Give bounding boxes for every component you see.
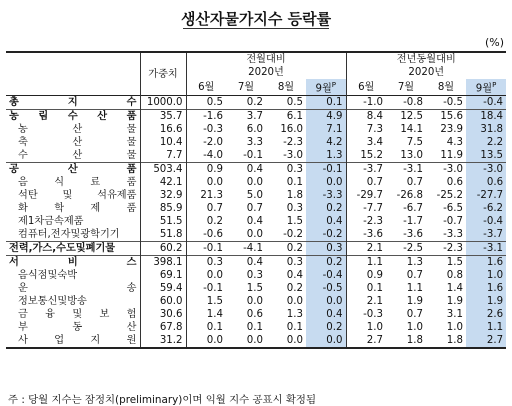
table-row [6,269,506,282]
mom-value-cell: 4.9 [306,110,346,124]
table-row [6,228,506,242]
weight-cell: 503.4 [140,163,186,177]
row-name: 전력,가스,수도및폐기물 [6,242,140,256]
yoy-value-cell: -3.6 [346,228,386,242]
weight-cell: 69.1 [140,269,186,282]
table-row [6,149,506,163]
mom-value-cell: 0.1 [246,322,263,334]
mom-value-cell: -3.3 [306,189,346,202]
mom-value-cell: 0.3 [246,270,263,282]
mom-value-cell: 0.0 [306,176,346,189]
header-mom: 전월대비 [186,52,346,66]
yoy-value-cell: 13.5 [466,149,506,163]
mom-value-cell: 0.9 [186,163,226,177]
yoy-value-cell: 8.4 [346,110,386,124]
mom-value-cell: 0.3 [306,242,346,256]
mom-value-cell: 0.0 [266,334,306,348]
mom-value-cell: -0.2 [283,229,303,241]
mom-value-cell: -0.1 [186,282,226,295]
weight-cell: 1000.0 [140,96,186,110]
yoy-value-cell: -6.7 [403,203,423,215]
yoy-value-cell: 0.7 [346,176,386,189]
yoy-value-cell: 1.0 [446,322,463,334]
yoy-value-cell: 7.5 [406,137,423,149]
mom-value-cell: 0.2 [306,321,346,334]
yoy-value-cell: 1.0 [466,269,506,282]
table-row [6,321,506,334]
yoy-value-cell: -1.7 [403,216,423,228]
table-row [6,136,506,149]
mom-value-cell: -0.1 [306,163,346,177]
row-name: 농 림 수 산 품 [6,110,140,124]
row-name: 총 지 수 [9,97,137,109]
yoy-value-cell: 1.1 [406,283,423,295]
table-row [6,295,506,308]
yoy-value-cell: -27.7 [466,189,506,202]
row-name: 운 송 [18,283,137,295]
row-name: 금 융 및 보 험 [18,309,137,321]
mom-value-cell: 0.0 [186,334,226,348]
yoy-value-cell: -3.1 [466,242,506,256]
yoy-month-header: 6월 [346,79,386,96]
mom-value-cell: 0.1 [286,322,303,334]
weight-cell: 51.5 [140,215,186,228]
yoy-value-cell: -3.7 [346,163,386,177]
mom-value-cell: 7.1 [306,123,346,136]
mom-value-cell: 1.3 [306,149,346,163]
mom-month-header: 6월 [186,79,226,96]
mom-value-cell: -2.3 [283,137,303,149]
yoy-value-cell: 1.0 [406,322,423,334]
yoy-value-cell: 18.4 [466,110,506,124]
yoy-value-cell: 1.5 [426,256,466,270]
mom-value-cell: 0.0 [306,334,346,348]
weight-cell: 85.9 [140,202,186,215]
row-name: 정보통신및방송 [18,296,87,308]
yoy-value-cell: -2.3 [426,242,466,256]
mom-value-cell: 4.2 [306,136,346,149]
mom-value-cell: 0.0 [186,176,226,189]
yoy-value-cell: -3.0 [426,163,466,177]
yoy-value-cell: -3.1 [386,163,426,177]
header-weight: 가중치 [140,52,186,96]
mom-value-cell: -2.0 [186,136,226,149]
mom-value-cell: 0.4 [226,256,266,270]
table-row [6,189,506,202]
yoy-value-cell: 3.1 [446,309,463,321]
index-table [6,51,506,349]
weight-cell: 60.2 [140,242,186,256]
yoy-value-cell: 1.6 [466,282,506,295]
yoy-value-cell: -1.0 [346,96,386,110]
weight-cell: 35.7 [140,110,186,124]
weight-cell: 67.8 [140,321,186,334]
yoy-value-cell: 1.9 [466,295,506,308]
yoy-value-cell: -3.7 [466,228,506,242]
mom-value-cell: 0.1 [306,96,346,110]
yoy-value-cell: 4.3 [446,137,463,149]
mom-value-cell: 0.2 [186,215,226,228]
yoy-value-cell: -6.5 [443,203,463,215]
row-name: 공 산 품 [6,163,140,177]
mom-value-cell: 0.4 [226,163,266,177]
yoy-value-cell: 0.9 [346,269,386,282]
yoy-month-header: 8월 [437,81,455,93]
yoy-month-header: 7월 [397,81,415,93]
mom-value-cell: 0.3 [186,256,226,270]
table-row [6,96,506,110]
table-row [6,110,506,124]
mom-value-cell: 3.7 [226,110,266,124]
yoy-value-cell: -29.7 [346,189,386,202]
yoy-value-cell: 15.2 [346,149,386,163]
row-name: 음식점및숙박 [18,270,78,282]
yoy-value-cell: -0.7 [443,216,463,228]
weight-cell: 60.0 [140,295,186,308]
mom-value-cell: 0.5 [186,96,226,110]
yoy-value-cell: 0.7 [406,177,423,189]
row-name: 사 업 지 원 [6,334,140,348]
yoy-value-cell: 0.6 [446,177,463,189]
yoy-value-cell: 2.7 [346,334,386,348]
weight-cell: 42.1 [140,176,186,189]
row-name: 부 동 산 [18,322,137,334]
row-name: 수 산 물 [18,150,137,162]
mom-value-cell: -0.2 [306,228,346,242]
mom-value-cell: 0.4 [286,270,303,282]
row-name: 농 산 물 [18,124,137,136]
mom-value-cell: 1.8 [286,190,303,202]
mom-value-cell: 1.5 [186,295,226,308]
yoy-value-cell: 2.6 [466,308,506,321]
yoy-value-cell: 1.9 [406,296,423,308]
yoy-value-cell: -7.7 [346,202,386,215]
mom-value-cell: 0.0 [186,269,226,282]
mom-value-cell: 0.4 [306,308,346,321]
mom-value-cell: 0.4 [306,215,346,228]
mom-value-cell: 0.2 [266,242,306,256]
table-row [6,242,506,256]
preliminary-mark: P [492,81,497,89]
mom-value-cell: -4.1 [226,242,266,256]
mom-value-cell: 0.0 [246,177,263,189]
yoy-value-cell: 1.1 [466,321,506,334]
table-row [6,215,506,228]
mom-value-cell: 0.3 [286,203,303,215]
mom-value-cell: 0.0 [226,334,266,348]
table-row [6,123,506,136]
weight-cell: 10.4 [140,136,186,149]
weight-cell: 31.2 [140,334,186,348]
mom-month-header: 7월 [237,81,255,93]
yoy-value-cell: 14.1 [400,124,423,136]
yoy-value-cell: -0.4 [466,215,506,228]
preliminary-mark: P [331,81,337,89]
yoy-value-cell: 2.1 [346,295,386,308]
yoy-value-cell: -25.2 [436,190,463,202]
mom-value-cell: 1.5 [286,216,303,228]
yoy-value-cell: 1.4 [446,283,463,295]
footnote: 주 : 당월 지수는 잠정치(preliminary)이며 익월 지수 공표시 확정됨 [8,394,317,406]
yoy-value-cell: 1.9 [446,296,463,308]
mom-value-cell: 0.4 [246,216,263,228]
header-blank [6,52,140,96]
yoy-value-cell: 31.8 [466,123,506,136]
row-name: 서 비 스 [6,256,140,270]
yoy-value-cell: 0.6 [466,176,506,189]
mom-value-cell: -3.0 [283,150,303,162]
yoy-value-cell: 11.9 [440,150,463,162]
yoy-value-cell: -3.0 [466,163,506,177]
mom-value-cell: 16.0 [280,124,303,136]
yoy-value-cell: -26.8 [396,190,423,202]
unit-label: (%) [484,36,504,49]
table-row [6,176,506,189]
mom-value-cell: -0.3 [186,123,226,136]
mom-value-cell: 0.0 [246,296,263,308]
mom-value-cell: 1.5 [246,283,263,295]
table-row [6,163,506,177]
row-name: 컴퓨터,전자및광학기기 [18,229,120,241]
yoy-value-cell: 1.0 [346,321,386,334]
yoy-value-cell: -3.6 [403,229,423,241]
mom-value-cell: 6.1 [266,110,306,124]
mom-value-cell: -1.6 [186,110,226,124]
header-mom-year: 2020년 [186,66,346,79]
mom-value-cell: 1.3 [286,309,303,321]
mom-value-cell: -0.1 [243,150,263,162]
table-row [6,202,506,215]
yoy-value-cell: 1.8 [386,334,426,348]
table-row [6,256,506,270]
mom-value-cell: 0.2 [286,283,303,295]
mom-month-header: 9월$^P$ [306,79,346,96]
yoy-value-cell: -0.4 [466,96,506,110]
weight-cell: 30.6 [140,308,186,321]
mom-value-cell: 0.1 [186,321,226,334]
weight-cell: 59.4 [140,282,186,295]
row-name: 석탄 및 석유제품 [18,190,137,202]
mom-value-cell: 0.2 [246,97,263,109]
yoy-month-header: 9월$^P$ [466,79,506,96]
mom-value-cell: -0.4 [306,269,346,282]
yoy-value-cell: 3.4 [346,136,386,149]
weight-cell: 7.7 [140,149,186,163]
yoy-value-cell: 0.8 [446,270,463,282]
yoy-value-cell: -0.5 [443,97,463,109]
mom-value-cell: 0.0 [306,295,346,308]
yoy-value-cell: 1.1 [346,256,386,270]
mom-value-cell: 0.5 [286,97,303,109]
row-name: 화 학 제 품 [18,203,137,215]
weight-cell: 16.6 [140,123,186,136]
yoy-value-cell: 2.2 [466,136,506,149]
yoy-value-cell: 1.6 [466,256,506,270]
header-yoy: 전년동월대비 [346,52,506,66]
table-row [6,308,506,321]
yoy-value-cell: 23.9 [440,124,463,136]
mom-value-cell: 3.3 [246,137,263,149]
yoy-value-cell: 1.8 [426,334,466,348]
weight-cell: 51.8 [140,228,186,242]
row-name: 음 식 료 품 [18,177,137,189]
title-underline [183,28,329,29]
mom-value-cell: -0.6 [186,228,226,242]
mom-value-cell: 1.4 [186,308,226,321]
row-name: 축 산 물 [18,137,137,149]
yoy-value-cell: 0.1 [346,282,386,295]
mom-value-cell: 0.7 [246,203,263,215]
mom-month-header: 8월 [277,81,295,93]
yoy-value-cell: 0.7 [406,309,423,321]
yoy-value-cell: -2.5 [386,242,426,256]
mom-value-cell: -0.5 [306,282,346,295]
yoy-value-cell: 2.1 [346,242,386,256]
mom-value-cell: 21.3 [186,189,226,202]
mom-value-cell: -4.0 [186,149,226,163]
weight-cell: 398.1 [140,256,186,270]
yoy-value-cell: 12.5 [386,110,426,124]
mom-value-cell: 5.0 [246,190,263,202]
yoy-value-cell: 13.0 [400,150,423,162]
yoy-value-cell: -0.8 [403,97,423,109]
yoy-value-cell: -0.3 [346,308,386,321]
mom-value-cell: 0.0 [286,296,303,308]
mom-value-cell: 0.2 [306,256,346,270]
mom-value-cell: -0.1 [186,242,226,256]
mom-value-cell: 0.7 [186,202,226,215]
mom-value-cell: 0.3 [266,163,306,177]
mom-value-cell: 0.2 [306,202,346,215]
yoy-value-cell: 1.3 [386,256,426,270]
mom-value-cell: 0.3 [266,256,306,270]
yoy-value-cell: 7.3 [346,123,386,136]
yoy-value-cell: -6.2 [466,202,506,215]
mom-value-cell: 6.0 [246,124,263,136]
row-name: 제1차금속제품 [18,216,84,228]
header-yoy-year: 2020년 [346,66,506,79]
mom-value-cell: 0.0 [246,229,263,241]
mom-value-cell: 0.1 [286,177,303,189]
yoy-value-cell: 0.7 [406,270,423,282]
yoy-value-cell: -3.3 [443,229,463,241]
table-row [6,282,506,295]
yoy-value-cell: 2.7 [466,334,506,348]
yoy-value-cell: 15.6 [426,110,466,124]
table-row [6,334,506,348]
mom-value-cell: 0.6 [246,309,263,321]
weight-cell: 32.9 [140,189,186,202]
page-title: 생산자물가지수 등락률 [180,10,332,28]
yoy-value-cell: -2.3 [346,215,386,228]
